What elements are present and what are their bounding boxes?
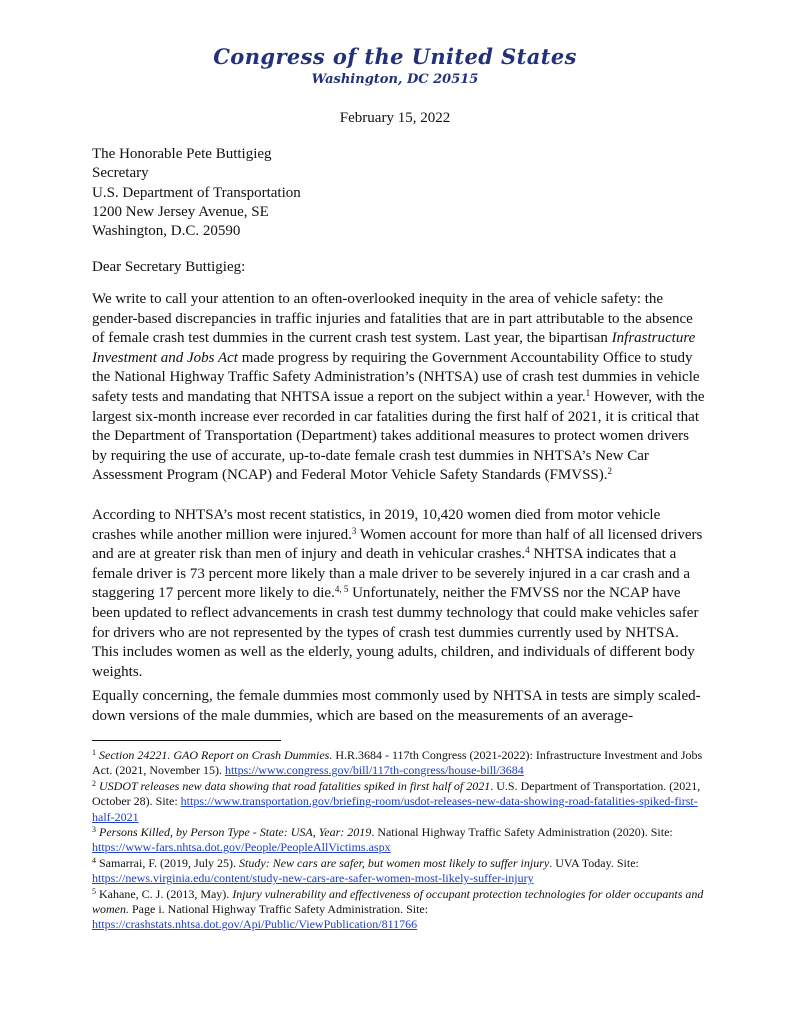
address-line: 1200 New Jersey Avenue, SE	[92, 203, 269, 220]
letterhead-title: Congress of the United States	[213, 44, 577, 69]
footnote-link[interactable]: https://crashstats.nhtsa.dot.gov/Api/Public/ViewPublication/811766	[92, 917, 418, 932]
salutation: Dear Secretary Buttigieg:	[92, 259, 246, 275]
footnote-divider	[92, 740, 281, 741]
footnote-4: $^4$ Samarrai, F. (2019, July 25). Study: New cars are safer, but women most likely to suffer injury. UVA Today. Site: https://news.virginia.edu/content/study-new-cars-are-safer-women-most-likely-suffer-injury	[92, 855, 639, 886]
footnote-ref: 4	[525, 545, 530, 556]
footnote-3: $^3$ Persons Killed, by Person Type - State: USA, Year: 2019. National Highway Traffic Safety Administration (2020). Site: https://www-fars.nhtsa.dot.gov/People/PeopleAllVictims.aspx	[92, 825, 673, 855]
paragraph-1: We write to call your attention to an often-overlooked inequity in the area of vehicle safety: the gender-based discrepancies in traffic injuries and fatalities that are in part attributable to the absence of female crash test dummies in the current crash test system. Last year, the bipartisan Infrastructure Investment and Jobs Act made progress by requiring the Government Accountability Office to study the National Highway Traffic Safety Administration’s (NHTSA) use of crash test dummies in vehicle safety tests and mandating that NHTSA issue a report on the subject within a year.$^1$ However, with the largest six-month increase ever recorded in car fatalities during the first half of 2021, it is critical that the Department of Transportation (Department) takes additional measures to protect women drivers by requiring the use of accurate, up-to-date female crash test dummies in NHTSA’s New Car Assessment Program (NCAP) and Federal Motor Vehicle Safety Standards (FMVSS).$^2$	[92, 291, 705, 484]
footnote-link[interactable]: https://news.virginia.edu/content/study-new-cars-are-safer-women-most-likely-suffer-injury	[92, 871, 534, 886]
footnote-link[interactable]: https://www.transportation.gov/briefing-room/usdot-releases-new-data-showing-road-fatalities-spiked-first-half-2021	[92, 794, 698, 824]
recipient-address	[92, 145, 301, 241]
address-line: U.S. Department of Transportation	[92, 184, 301, 201]
address-line: Washington, D.C. 20590	[92, 223, 241, 240]
act-title: Infrastructure Investment and Jobs Act	[92, 330, 696, 366]
letter-date: February 15, 2022	[339, 110, 451, 126]
footnote-ref: 4, 5	[334, 584, 349, 595]
footnote-2: $^2$ USDOT releases new data showing that road fatalities spiked in first half of 2021. U.S. Department of Transportation. (2021, October 28). Site: https://www.transportation.gov/briefing-room/usdot-releases-new-data-showing-road-fatalities-spiked-first-half-2021	[92, 778, 701, 824]
footnote-link[interactable]: https://www.congress.gov/bill/117th-congress/house-bill/3684	[224, 763, 524, 778]
letterhead	[0, 44, 790, 87]
footnote-ref: 3	[351, 525, 357, 536]
address-line: Secretary	[92, 165, 149, 182]
letterhead-subtitle: Washington, DC 20515	[311, 72, 479, 87]
footnotes	[92, 748, 712, 933]
address-line: The Honorable Pete Buttigieg	[92, 146, 272, 162]
footnote-5: $^5$ Kahane, C. J. (2013, May). Injury vulnerability and effectiveness of occupant protection technologies for older occupants and women. Page i. National Highway Traffic Safety Administration. Site: https://crashstats.nhtsa.dot.gov/Api/Public/ViewPublication/811766	[92, 886, 704, 932]
paragraph-2: According to NHTSA’s most recent statistics, in 2019, 10,420 women died from motor vehicle crashes while another million were injured.$^3$ Women account for more than half of all licensed drivers and are at greater risk than men of injury and death in vehicular crashes.$^4$ NHTSA indicates that a female driver is 73 percent more likely than a male driver to be severely injured in a car crash and a staggering 17 percent more likely to die.$^{4, 5}$ Unfortunately, neither the FMVSS nor the NCAP have been updated to reflect advancements in crash test dummy technology that could make vehicles safer for drivers who are not represented by the types of crash test dummies currently used by NHTSA. This includes women as well as the elderly, young adults, children, and individuals of different body weights.	[92, 507, 703, 680]
footnote-1: $^1$ Section 24221. GAO Report on Crash Dummies. H.R.3684 - 117th Congress (2021-2022): Infrastructure Investment and Jobs Act. (2021, November 15). https://www.congress.gov/bill/117th-congress/house-bill/3684	[92, 748, 703, 778]
footnote-link[interactable]: https://www-fars.nhtsa.dot.gov/People/PeopleAllVictims.aspx	[92, 840, 391, 855]
footnote-ref: 2	[607, 466, 613, 477]
footnote-ref: 1	[585, 387, 591, 398]
paragraph-3: Equally concerning, the female dummies most commonly used by NHTSA in tests are simply scaled-down versions of the male dummies, which are based on the measurements of an average-	[92, 688, 701, 724]
